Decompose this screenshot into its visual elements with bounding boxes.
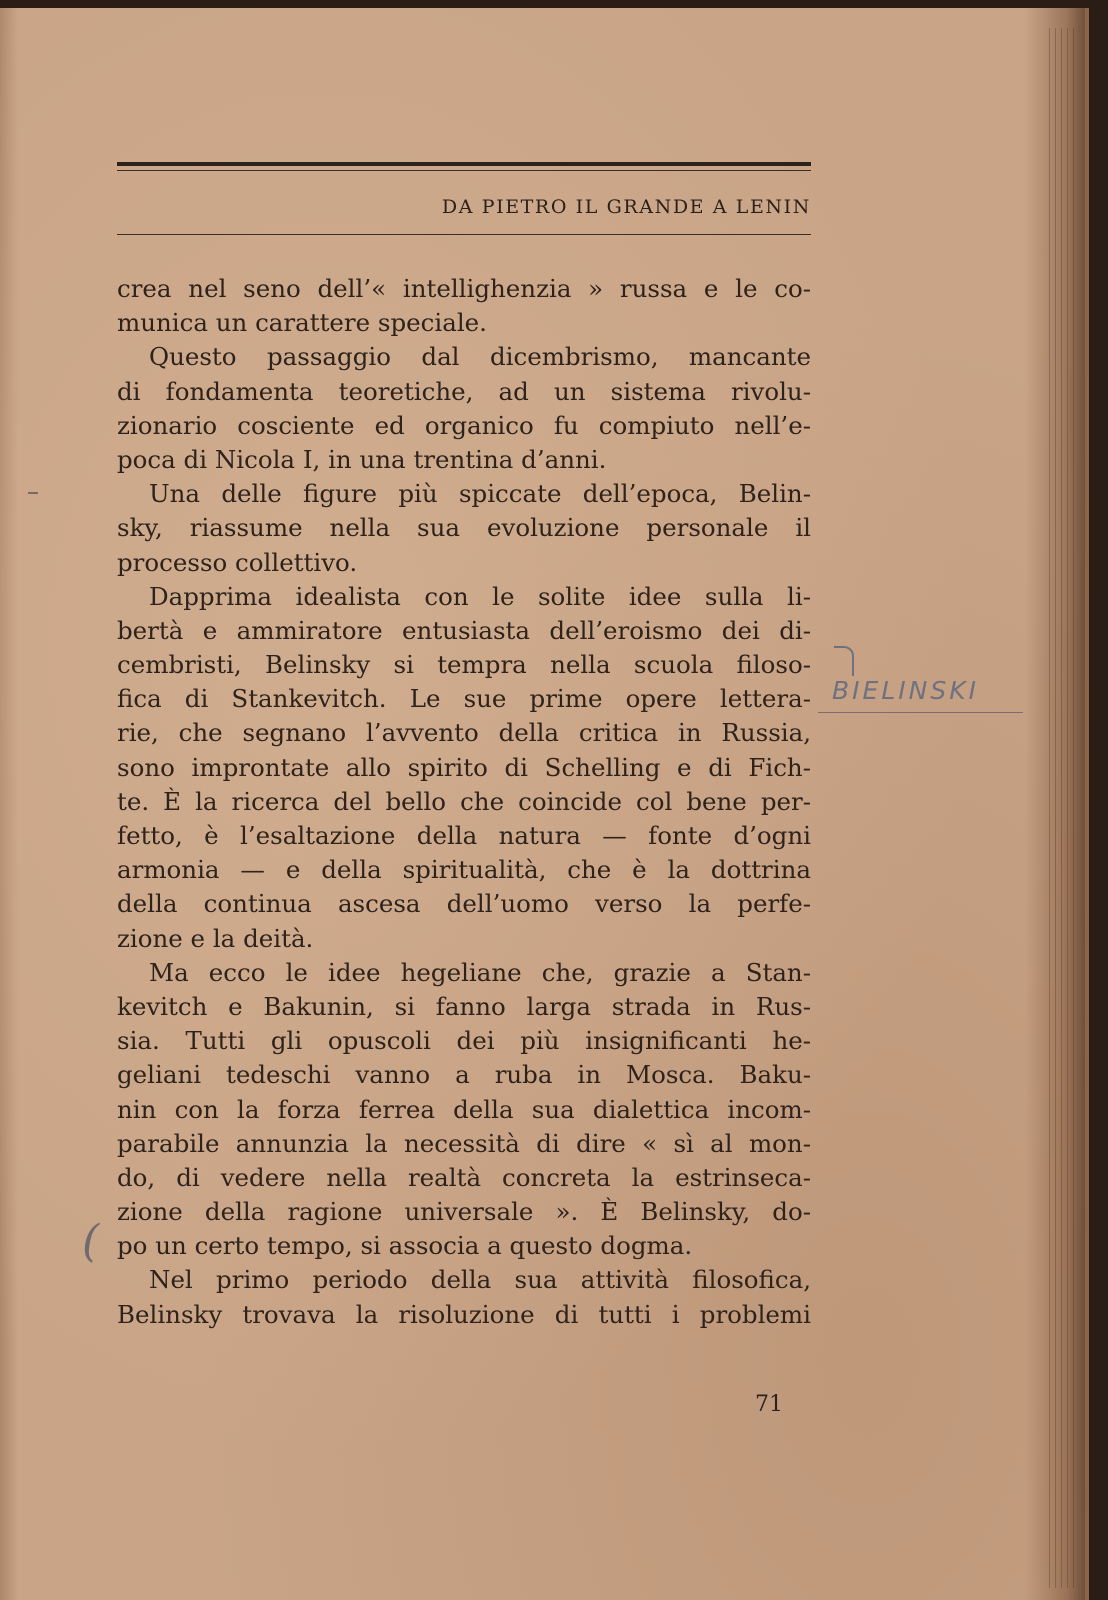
text-line: munica un carattere speciale. (117, 308, 487, 338)
paragraph-start-line: Questo passaggio dal dicembrismo, mancante (149, 342, 811, 372)
page-stack-edges (1049, 28, 1077, 1588)
text-line: zionario cosciente ed organico fu compiuto nell’e- (117, 410, 811, 440)
text-line: processo collettivo. (117, 547, 358, 577)
text-line: fica di Stankevitch. Le sue prime opere lettera- (117, 684, 811, 714)
text-line: do, di vedere nella realtà concreta la estrinseca- (117, 1162, 811, 1192)
header-rule-thick (117, 162, 811, 166)
text-line: geliani tedeschi vanno a ruba in Mosca. Baku- (117, 1060, 811, 1090)
text-line: zione della ragione universale ». È Belinsky, do- (117, 1197, 811, 1227)
text-line: rie, che segnano l’avvento della critica in Russia, (117, 718, 811, 748)
text-line: te. È la ricerca del bello che coincide col bene per- (117, 786, 811, 816)
text-line: della continua ascesa dell’uomo verso la perfe- (117, 889, 811, 919)
paragraph-start-line: Ma ecco le idee hegeliane che, grazie a Stan- (149, 957, 811, 987)
text-line: armonia — e della spiritualità, che è la dottrina (117, 855, 811, 885)
text-line: zione e la deità. (117, 923, 314, 953)
text-line: sono improntate allo spirito di Schelling e di Fich- (117, 752, 811, 782)
header-rule-thin (117, 170, 811, 171)
text-line: kevitch e Bakunin, si fanno larga strada in Rus- (117, 991, 811, 1021)
body-text (117, 272, 811, 1332)
text-line: bertà e ammiratore entusiasta dell’eroismo dei di- (117, 615, 811, 645)
text-line: sky, riassume nella sua evoluzione personale il (117, 513, 811, 543)
text-line: poca di Nicola I, in una trentina d’anni. (117, 444, 607, 474)
paragraph-start-line: Nel primo periodo della sua attività filosofica, (149, 1265, 811, 1295)
handwritten-hook-mark (834, 646, 854, 676)
header-rule-bottom (117, 234, 811, 235)
text-line: sia. Tutti gli opuscoli dei più insignificanti he- (117, 1026, 811, 1056)
text-line: cembristi, Belinsky si tempra nella scuola filoso- (117, 650, 811, 680)
handwritten-underline (818, 712, 1023, 713)
text-line: crea nel seno dell’« intellighenzia » russa e le co- (117, 274, 811, 303)
text-line: parabile annunzia la necessità di dire « sì al mon- (117, 1128, 811, 1158)
handwritten-bracket-mark: ( (82, 1216, 100, 1267)
text-line: po un certo tempo, si associa a questo dogma. (117, 1231, 693, 1261)
text-line: Belinsky trovava la risoluzione di tutti i problemi (117, 1299, 811, 1329)
page-number: 71 (755, 1392, 783, 1417)
paragraph-start-line: Dapprima idealista con le solite idee sulla li- (149, 581, 811, 611)
text-line: di fondamenta teoretiche, ad un sistema rivolu- (117, 376, 811, 406)
text-line: nin con la forza ferrea della sua dialettica incom- (117, 1094, 811, 1124)
text-line: fetto, è l’esaltazione della natura — fonte d’ogni (117, 821, 811, 850)
running-header: DA PIETRO IL GRANDE A LENIN (441, 196, 811, 218)
paragraph-start-line: Una delle figure più spiccate dell’epoca, Belin- (149, 479, 811, 509)
margin-tick (28, 492, 38, 494)
book-page (0, 8, 1089, 1600)
handwritten-margin-note: BIELINSKI (832, 676, 979, 705)
